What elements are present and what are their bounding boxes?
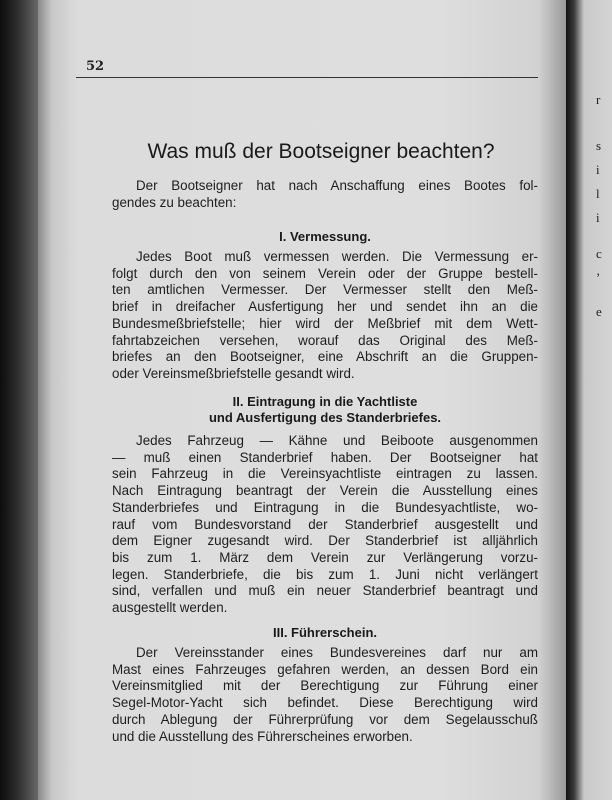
text-line: dem Eigner zugesandt wird. Der Standerbrief ist alljährlich [112,533,538,549]
page-number: 52 [86,59,105,74]
section-paragraph [112,645,538,745]
text-line: bis zum 1. März dem Verein zur Verlängerung vorzu- [112,549,538,565]
adjacent-page-edge [566,0,612,800]
text-line: folgt durch den von seinem Verein oder der Gruppe bestell- [112,265,538,281]
page-header [76,59,538,78]
text-line: gendes zu beachten: [112,194,237,210]
text-line: Standerbriefes und Eintragung in die Bundesyachtliste, wo- [112,499,538,515]
heading-line: II. Eintragung in die Yachtliste [232,394,418,409]
text-line: sein Fahrzeug in die Vereinsyachtliste eintragen zu lassen. [112,466,538,482]
text-line: brief in dreifacher Ausfertigung her und sendet ihn an die [112,299,538,315]
text-line: ten amtlichen Vermesser. Der Vermesser stellt den Meß- [112,282,538,298]
text-line: oder Vereinsmeßbriefstelle gesandt wird. [112,365,355,381]
bleed-char: ’ [596,270,601,285]
section-heading [112,394,538,426]
section-paragraph [112,249,538,383]
text-line: Nach Eintragung beantragt der Verein die Ausstellung eines [112,483,538,499]
bleed-char: e [596,304,602,319]
section-paragraph [112,433,538,617]
text-line: Jedes Boot muß vermessen werden. Die Vermessung er- [136,249,538,264]
bleed-char: s [596,138,602,153]
text-line: briefes an den Bootseigner, eine Abschrift an die Gruppen- [112,349,538,365]
heading-line: und Ausfertigung des Standerbriefes. [208,410,442,425]
heading-line: I. Vermessung. [279,229,371,244]
text-line: ausgestellt werden. [112,600,228,616]
section-heading [112,229,538,245]
bleed-char: i [596,210,600,225]
text-line: Bundesmeßbriefstelle; hier wird der Meßbrief mit dem Wett- [112,315,538,331]
text-line: und die Ausstellung des Führerscheines erworben. [112,728,413,744]
text-line: Vereinsmitglied mit der Berechtigung zur Führung einer [112,678,538,694]
text-line: legen. Standerbriefe, die bis zum 1. Juni nicht verlängert [112,566,538,582]
text-line: Segel-Motor-Yacht sich befindet. Diese Berechtigung wird [112,695,538,711]
text-line: rauf vom Bundesvorstand der Standerbrief ausgestellt und [112,516,538,532]
intro-paragraph [112,178,538,211]
text-line: sind, verfallen und muß ein neuer Standerbrief beantragt und [112,583,538,599]
section-heading [112,625,538,641]
bleed-char: l [596,186,600,201]
book-binding [0,0,40,800]
text-line: durch Ablegung der Führerprüfung vor dem Segelausschuß [112,711,538,727]
heading-line: III. Führerschein. [272,625,378,640]
text-line: fahrtabzeichen versehen, worauf das Original des Meß- [112,332,538,348]
text-line: — muß einen Standerbrief haben. Der Bootseigner hat [112,449,538,465]
bleed-char: i [596,162,600,177]
text-line: Mast eines Fahrzeuges gefahren werden, an dessen Bord ein [112,661,538,677]
text-line: Jedes Fahrzeug — Kähne und Beiboote ausgenommen [136,433,538,448]
page-title: Was muß der Bootseigner beachten? [147,140,495,163]
bleed-char: r [596,92,601,107]
text-line: Der Vereinsstander eines Bundesvereines darf nur am [136,645,538,660]
bleed-char: c [596,246,602,261]
text-line: Der Bootseigner hat nach Anschaffung eines Bootes fol- [136,178,538,193]
